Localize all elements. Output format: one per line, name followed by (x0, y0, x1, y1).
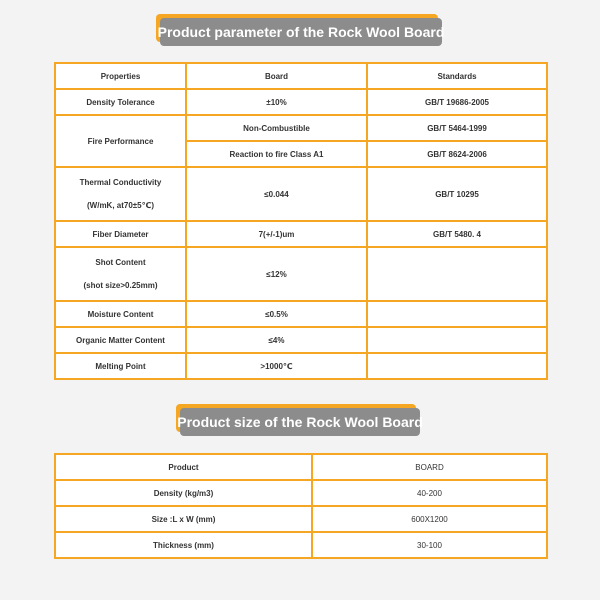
size-value-cell: 30-100 (312, 532, 547, 558)
parameter-section-title (157, 18, 445, 46)
property-label: Thermal Conductivity (79, 178, 162, 187)
parameter-table (54, 62, 548, 380)
table-row (55, 89, 547, 115)
size-value-cell: 40-200 (312, 480, 547, 506)
property-sublabel: (shot size>0.25mm) (83, 281, 158, 290)
table-row (55, 532, 547, 558)
standard-cell (367, 301, 547, 327)
table-row (55, 480, 547, 506)
standard-cell: GB/T 5464-1999 (367, 115, 547, 141)
table-row (55, 247, 547, 301)
property-sublabel: (W/mK, at70±5℃) (87, 201, 154, 210)
standard-cell (367, 353, 547, 379)
table-row (55, 506, 547, 532)
property-cell: Melting Point (55, 353, 186, 379)
board-cell: ≤0.044 (186, 167, 367, 221)
table-row (55, 167, 547, 221)
standard-cell: GB/T 5480. 4 (367, 221, 547, 247)
board-cell: Non-Combustible (186, 115, 367, 141)
board-cell: ±10% (186, 89, 367, 115)
table-row (55, 115, 547, 141)
board-cell: ≤4% (186, 327, 367, 353)
size-value-cell: 600X1200 (312, 506, 547, 532)
header-board: BOARD (312, 454, 547, 480)
table-header-row (55, 63, 547, 89)
property-cell: Fiber Diameter (55, 221, 186, 247)
standard-cell (367, 247, 547, 301)
property-cell: Organic Matter Content (55, 327, 186, 353)
parameter-title-text: Product parameter of the Rock Wool Board (160, 18, 442, 46)
board-cell: ≤12% (186, 247, 367, 301)
property-cell: Fire Performance (55, 115, 186, 167)
header-standards: Standards (367, 63, 547, 89)
header-properties: Properties (55, 63, 186, 89)
size-section-title (177, 408, 423, 436)
property-cell: Density Tolerance (55, 89, 186, 115)
standard-cell: GB/T 8624-2006 (367, 141, 547, 167)
property-cell (55, 247, 186, 301)
board-cell: Reaction to fire Class A1 (186, 141, 367, 167)
table-header-row (55, 454, 547, 480)
table-row (55, 353, 547, 379)
standard-cell (367, 327, 547, 353)
property-label: Shot Content (95, 258, 146, 267)
header-product: Product (55, 454, 312, 480)
size-label-cell: Thickness (mm) (55, 532, 312, 558)
board-cell: 7(+/-1)um (186, 221, 367, 247)
standard-cell: GB/T 19686-2005 (367, 89, 547, 115)
size-label-cell: Size :L x W (mm) (55, 506, 312, 532)
property-cell: Moisture Content (55, 301, 186, 327)
size-label-cell: Density (kg/m3) (55, 480, 312, 506)
table-row (55, 301, 547, 327)
header-board: Board (186, 63, 367, 89)
property-cell (55, 167, 186, 221)
size-title-text: Product size of the Rock Wool Board (180, 408, 420, 436)
standard-cell: GB/T 10295 (367, 167, 547, 221)
board-cell: >1000℃ (186, 353, 367, 379)
table-row (55, 327, 547, 353)
size-table (54, 453, 548, 559)
table-row (55, 221, 547, 247)
board-cell: ≤0.5% (186, 301, 367, 327)
